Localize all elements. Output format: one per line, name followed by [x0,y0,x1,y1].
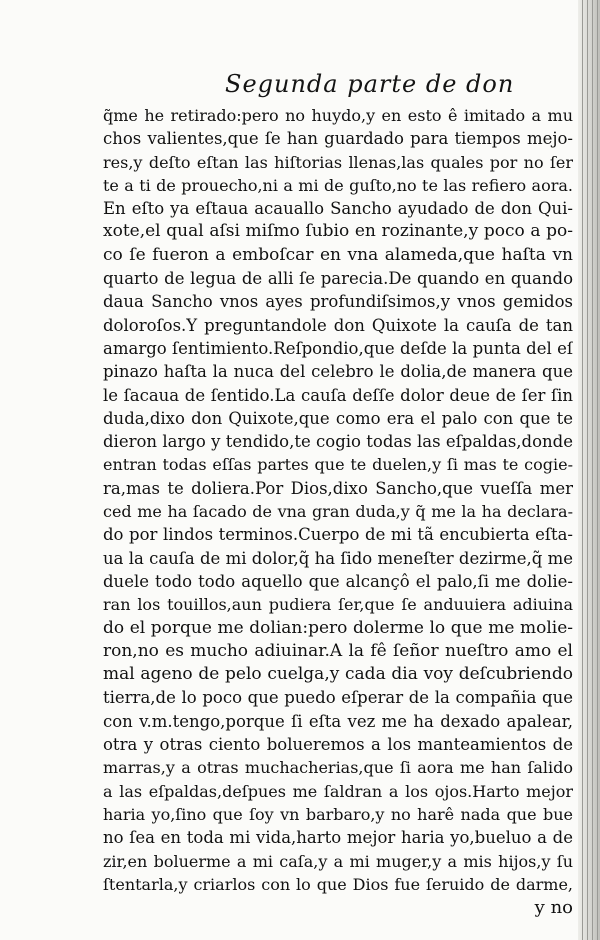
text-line: no ſea en toda mi vida,harto mejor haria yo,bueluo a de [103,828,573,848]
text-line: ua la cauſa de mi dolor,q̃ ha ſido meneſter dezirme,q̃ me [103,548,573,568]
text-line: q̃me he retirado:pero no huydo,y en esto ê imitado a mu [103,106,573,125]
text-line: tierra,de lo poco que puedo eſperar de la compañia que [103,688,573,708]
text-line: pinazo haſta la nuca del celebro le dolia,de manera que [103,362,573,382]
text-line: duda,dixo don Quixote,que como era el palo con que te [103,408,573,428]
text-line: le ſacaua de ſentido.La cauſa deſſe dolor deue de ſer ſin [103,385,573,405]
text-line: xote,el qual aſsi miſmo ſubio en rozinante,y poco a po- [103,221,573,242]
text-line: te a ti de prouecho,ni a mi de guſto,no te las refiero aora. [103,175,573,195]
text-line: En eſto ya eſtaua acauallo Sancho ayudado de don Qui- [103,199,573,219]
text-line: ran los touillos,aun pudiera ſer,que ſe anduuiera adiuina [103,595,573,615]
text-line: zir,en boluerme a mi caſa,y a mi muger,y a mis hijos,y ſu [103,851,573,871]
body-text [103,104,573,919]
text-line: mal ageno de pelo cuelga,y cada dia voy deſcubriendo [103,664,573,685]
running-head: Segunda parte de don [225,70,515,98]
text-line: daua Sancho vnos ayes profundiſsimos,y vnos gemidos [103,292,573,312]
text-line: haria yo,ſino que ſoy vn barbaro,y no harê nada que bue [103,804,573,824]
page-edge [578,0,600,940]
text-line: co ſe fueron a emboſcar en vna alameda,que haſta vn [103,244,573,265]
catchword: y no [534,897,573,919]
text-line: quarto de legua de alli ſe parecia.De quando en quando [103,269,573,289]
text-line: duele todo todo aquello que alcançô el palo,ſi me dolie- [103,571,573,591]
text-line: con v.m.tengo,porque ſi eſta vez me ha dexado apalear, [103,711,573,731]
text-line: do por lindos terminos.Cuerpo de mi tã encubierta eſta- [103,525,573,545]
text-line: marras,y a otras muchacherias,que ſi aora me han ſalido [103,758,573,778]
text-line: chos valientes,que ſe han guardado para tiempos mejo- [103,129,573,149]
text-line: otra y otras ciento bolueremos a los manteamientos de [103,735,573,755]
text-line: res,y deſto eſtan las hiſtorias llenas,las quales por no ſer [103,152,573,172]
text-line: amargo ſentimiento.Reſpondio,que deſde la punta del eſ [103,338,573,358]
text-line: ra,mas te doliera.Por Dios,dixo Sancho,que vueſſa mer [103,478,573,498]
text-line: ced me ha ſacado de vna gran duda,y q̃ me la ha declara- [103,502,573,522]
text-line: ron,no es mucho adiuinar.A la fê ſeñor nueſtro amo el [103,640,573,661]
text-line: a las eſpaldas,deſpues me ſaldran a los ojos.Harto mejor [103,781,573,801]
text-line: dieron largo y tendido,te cogio todas las eſpaldas,donde [103,432,573,452]
text-line: entran todas eſſas partes que te duelen,y ſi mas te cogie- [103,455,573,475]
text-line: do el porque me dolian:pero dolerme lo que me molie- [103,617,573,638]
text-line: doloroſos.Y preguntandole don Quixote la cauſa de tan [103,315,573,335]
text-line: ſtentarla,y criarlos con lo que Dios fue ſeruido de darme, [103,874,573,894]
